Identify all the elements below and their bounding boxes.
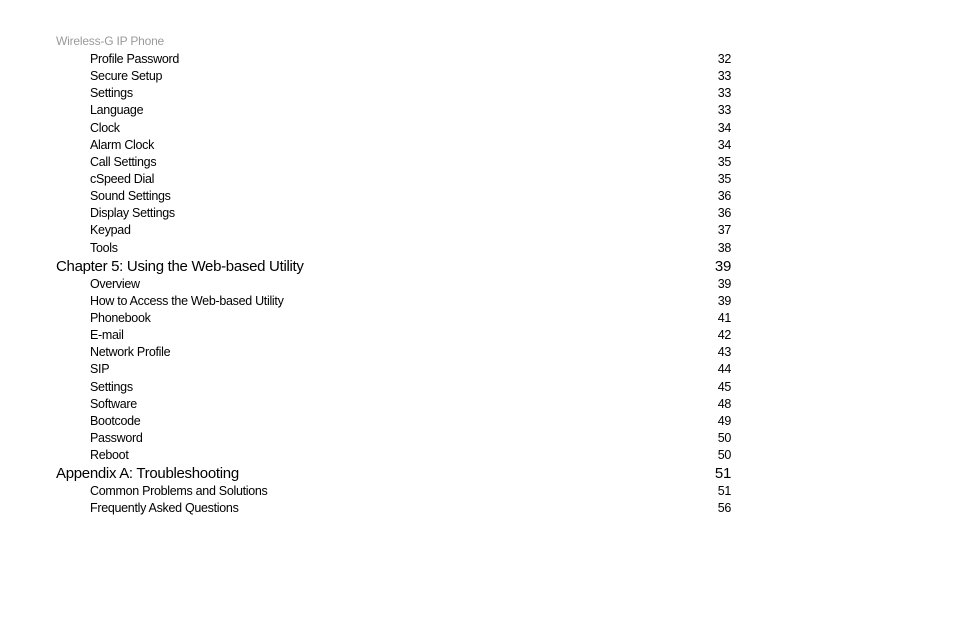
toc-entry-page: 49 <box>717 413 731 428</box>
toc-entry-page: 37 <box>717 223 731 238</box>
toc-entry[interactable] <box>56 171 731 188</box>
toc-entry-page: 44 <box>717 362 731 377</box>
toc-entry-page: 41 <box>717 310 731 325</box>
toc-entry-page: 35 <box>717 154 731 169</box>
toc-entry-title: Language <box>90 103 144 118</box>
toc-entry[interactable] <box>56 137 731 154</box>
toc-entry-page: 33 <box>717 86 731 101</box>
toc-entry-page: 42 <box>717 328 731 343</box>
toc-entry-title: Sound Settings <box>90 189 171 204</box>
toc-entry-title: Alarm Clock <box>90 137 155 152</box>
toc-entry[interactable] <box>56 293 731 310</box>
toc-chapter-title: Chapter 5: Using the Web-based Utility <box>56 257 304 275</box>
toc-entry-title: E-mail <box>90 328 124 343</box>
toc-entry-title: Phonebook <box>90 310 151 325</box>
toc-entry[interactable] <box>56 344 731 361</box>
toc-entry-title: Network Profile <box>90 345 171 360</box>
toc-entry-page: 34 <box>717 120 731 135</box>
toc-entry-page: 35 <box>717 171 731 186</box>
toc-entry-title: Settings <box>90 379 133 394</box>
toc-entry-page: 56 <box>717 501 731 516</box>
toc-entry[interactable] <box>56 154 731 171</box>
toc-entry[interactable] <box>56 276 731 293</box>
toc-entry-page: 33 <box>717 69 731 84</box>
toc-entry-page: 48 <box>717 396 731 411</box>
toc-entry[interactable] <box>56 222 731 239</box>
toc-entry-title: Call Settings <box>90 154 157 169</box>
toc-entry-title: Password <box>90 430 143 445</box>
toc-entry[interactable] <box>56 361 731 378</box>
toc-entry-page: 39 <box>717 276 731 291</box>
toc-entry-title: SIP <box>90 362 110 377</box>
toc-entry-page: 39 <box>717 293 731 308</box>
toc-entry-title: Bootcode <box>90 413 141 428</box>
toc-chapter-heading[interactable] <box>56 464 731 483</box>
toc-entry-page: 34 <box>717 137 731 152</box>
toc-entry[interactable] <box>56 85 731 102</box>
toc-entry-title: Software <box>90 396 137 411</box>
toc-entry[interactable] <box>56 102 731 119</box>
toc-entry[interactable] <box>56 447 731 464</box>
table-of-contents <box>56 51 731 518</box>
toc-entry[interactable] <box>56 500 731 517</box>
toc-entry[interactable] <box>56 188 731 205</box>
toc-entry[interactable] <box>56 51 731 68</box>
toc-entry-title: How to Access the Web-based Utility <box>90 293 284 308</box>
toc-entry-title: Clock <box>90 120 120 135</box>
toc-chapter-page: 51 <box>714 465 731 483</box>
toc-entry[interactable] <box>56 430 731 447</box>
running-header: Wireless-G IP Phone <box>56 34 165 48</box>
toc-entry-title: Reboot <box>90 448 129 463</box>
toc-entry-title: cSpeed Dial <box>90 171 155 186</box>
toc-entry-page: 36 <box>717 206 731 221</box>
toc-entry[interactable] <box>56 327 731 344</box>
toc-entry-page: 45 <box>717 379 731 394</box>
toc-entry-title: Display Settings <box>90 206 175 221</box>
toc-entry-page: 50 <box>717 430 731 445</box>
toc-entry-page: 43 <box>717 345 731 360</box>
toc-entry-title: Profile Password <box>90 52 179 66</box>
toc-chapter-heading[interactable] <box>56 257 731 276</box>
toc-entry-title: Keypad <box>90 223 131 238</box>
toc-entry-page: 50 <box>717 448 731 463</box>
toc-entry[interactable] <box>56 240 731 257</box>
toc-entry-title: Secure Setup <box>90 69 163 84</box>
toc-chapter-title: Appendix A: Troubleshooting <box>56 465 239 483</box>
toc-entry[interactable] <box>56 396 731 413</box>
toc-entry-page: 36 <box>717 189 731 204</box>
toc-entry-title: Settings <box>90 86 133 101</box>
toc-entry-title: Tools <box>90 240 118 255</box>
toc-entry-page: 33 <box>717 103 731 118</box>
toc-entry[interactable] <box>56 68 731 85</box>
toc-entry[interactable] <box>56 120 731 137</box>
toc-entry[interactable] <box>56 205 731 222</box>
toc-chapter-page: 39 <box>714 257 731 275</box>
toc-entry-title: Frequently Asked Questions <box>90 501 239 516</box>
toc-entry-page: 38 <box>717 240 731 255</box>
toc-entry-page: 32 <box>717 52 731 66</box>
toc-entry-title: Overview <box>90 276 140 291</box>
toc-entry[interactable] <box>56 483 731 500</box>
toc-entry-title: Common Problems and Solutions <box>90 484 268 499</box>
toc-entry[interactable] <box>56 379 731 396</box>
toc-entry[interactable] <box>56 413 731 430</box>
toc-entry[interactable] <box>56 310 731 327</box>
toc-entry-page: 51 <box>717 484 731 499</box>
